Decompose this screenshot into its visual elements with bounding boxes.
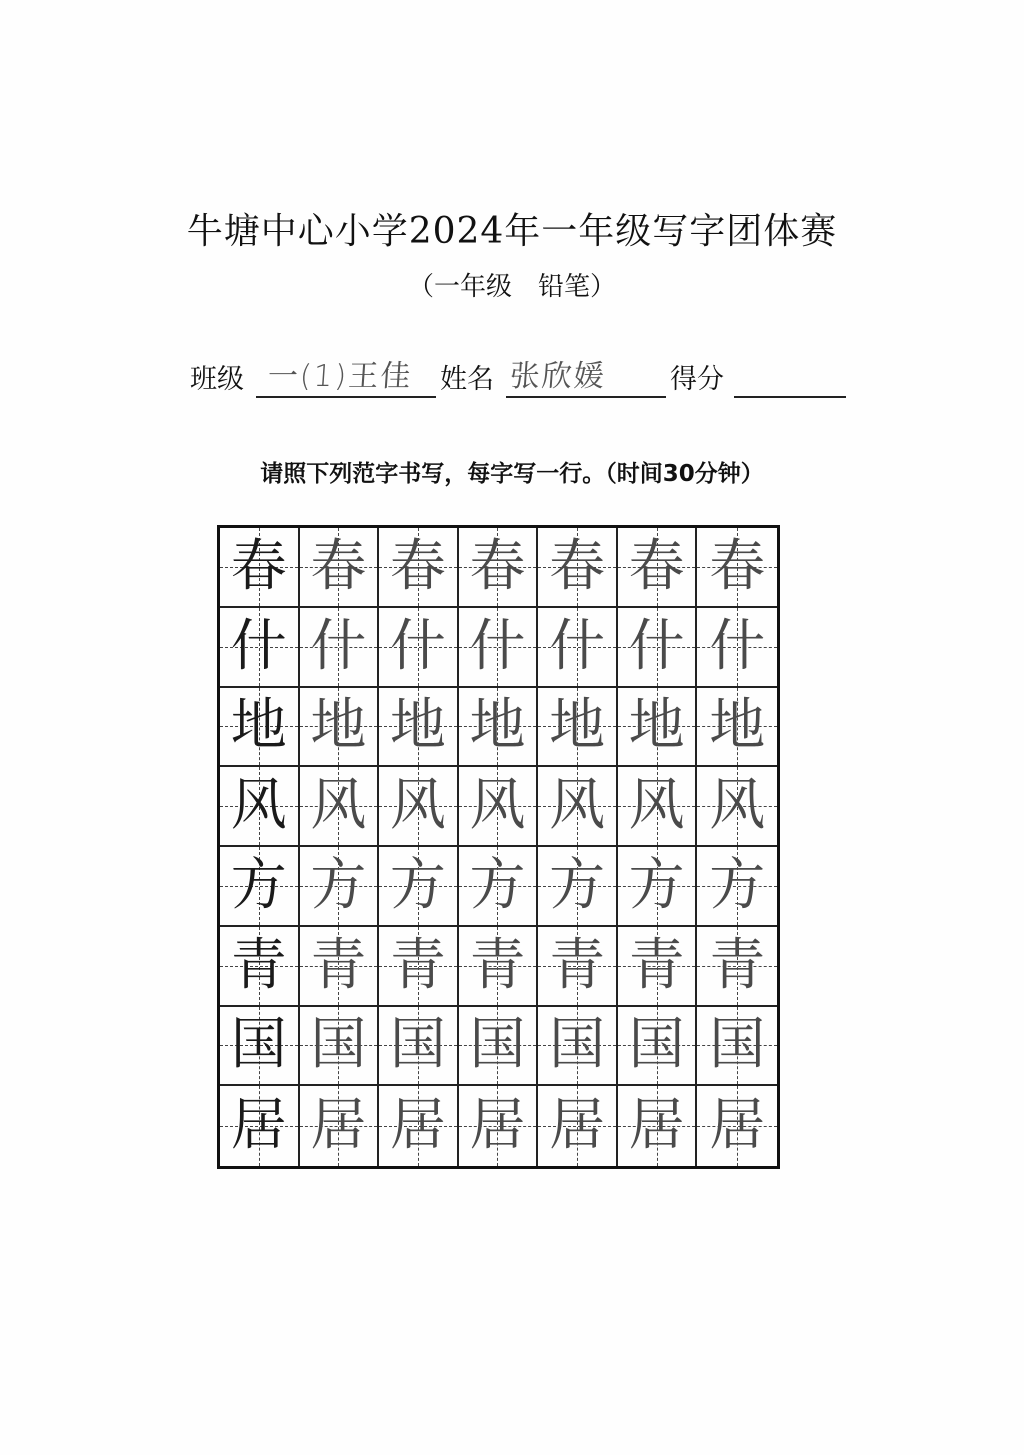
practice-cell[interactable] (459, 608, 539, 688)
handwritten-character: 国 (549, 1012, 606, 1078)
practice-cell[interactable] (697, 927, 777, 1007)
page-title: 牛塘中心小学2024年一年级写字团体赛 (186, 211, 838, 252)
practice-cell[interactable] (300, 767, 380, 847)
practice-cell[interactable] (459, 1007, 539, 1087)
handwritten-character: 国 (709, 1012, 766, 1078)
score-underline (734, 396, 846, 398)
class-label: 班级 (190, 364, 244, 395)
handwritten-character: 春 (469, 533, 526, 599)
handwritten-character: 青 (469, 932, 526, 998)
model-character-cell (220, 688, 300, 768)
handwritten-character: 风 (310, 773, 367, 839)
handwritten-character: 青 (709, 932, 766, 998)
practice-cell[interactable] (697, 528, 777, 608)
handwritten-character: 国 (469, 1012, 526, 1078)
class-field[interactable]: 一(1)王佳 (266, 359, 414, 394)
handwritten-character: 春 (628, 533, 685, 599)
model-character: 风 (230, 773, 287, 839)
handwritten-character: 国 (389, 1012, 446, 1078)
model-character: 居 (230, 1093, 287, 1159)
practice-cell[interactable] (379, 688, 459, 768)
practice-cell[interactable] (300, 1007, 380, 1087)
practice-cell[interactable] (459, 528, 539, 608)
model-character-cell (220, 608, 300, 688)
handwritten-character: 什 (469, 613, 526, 679)
handwritten-character: 风 (389, 773, 446, 839)
handwritten-character: 方 (628, 852, 685, 918)
page-subtitle: （一年级 铅笔） (407, 272, 616, 302)
practice-cell[interactable] (300, 927, 380, 1007)
handwritten-character: 什 (310, 613, 367, 679)
model-character-cell (220, 1007, 300, 1087)
handwritten-character: 什 (709, 613, 766, 679)
handwritten-character: 青 (628, 932, 685, 998)
model-character-cell (220, 927, 300, 1007)
practice-cell[interactable] (379, 1007, 459, 1087)
practice-cell[interactable] (697, 688, 777, 768)
handwritten-character: 方 (389, 852, 446, 918)
handwritten-character: 青 (549, 932, 606, 998)
handwritten-character: 什 (549, 613, 606, 679)
model-character: 国 (230, 1012, 287, 1078)
practice-cell[interactable] (459, 688, 539, 768)
practice-cell[interactable] (538, 1086, 618, 1166)
practice-cell[interactable] (300, 608, 380, 688)
practice-cell[interactable] (538, 688, 618, 768)
model-character: 青 (230, 932, 287, 998)
practice-cell[interactable] (459, 1086, 539, 1166)
practice-cell[interactable] (697, 608, 777, 688)
name-label: 姓名 (440, 364, 494, 395)
handwritten-character: 地 (549, 693, 606, 759)
practice-cell[interactable] (379, 767, 459, 847)
handwritten-character: 青 (389, 932, 446, 998)
practice-cell[interactable] (697, 767, 777, 847)
practice-cell[interactable] (300, 847, 380, 927)
model-character: 春 (230, 533, 287, 599)
practice-cell[interactable] (459, 927, 539, 1007)
practice-cell[interactable] (697, 1007, 777, 1087)
instruction-text: 请照下列范字书写，每字写一行。（时间30分钟） (260, 461, 764, 487)
handwritten-character: 方 (709, 852, 766, 918)
handwritten-character: 什 (389, 613, 446, 679)
practice-cell[interactable] (538, 927, 618, 1007)
model-character: 地 (230, 693, 287, 759)
handwritten-character: 风 (469, 773, 526, 839)
practice-cell[interactable] (538, 847, 618, 927)
handwritten-character: 方 (469, 852, 526, 918)
handwritten-character: 什 (628, 613, 685, 679)
practice-cell[interactable] (697, 1086, 777, 1166)
handwritten-character: 青 (310, 932, 367, 998)
handwritten-character: 风 (709, 773, 766, 839)
handwritten-character: 方 (549, 852, 606, 918)
handwritten-character: 国 (310, 1012, 367, 1078)
model-character-cell (220, 847, 300, 927)
name-underline (506, 396, 666, 398)
practice-cell[interactable] (379, 608, 459, 688)
handwritten-character: 国 (628, 1012, 685, 1078)
practice-cell[interactable] (538, 767, 618, 847)
handwritten-character: 地 (469, 693, 526, 759)
handwritten-character: 方 (310, 852, 367, 918)
score-label: 得分 (670, 364, 724, 395)
handwritten-character: 居 (709, 1093, 766, 1159)
handwritten-character: 地 (389, 693, 446, 759)
practice-cell[interactable] (618, 1086, 698, 1166)
handwritten-character: 居 (310, 1093, 367, 1159)
handwritten-character: 地 (628, 693, 685, 759)
practice-cell[interactable] (618, 528, 698, 608)
handwritten-character: 春 (709, 533, 766, 599)
practice-cell[interactable] (697, 847, 777, 927)
handwritten-character: 春 (310, 533, 367, 599)
practice-cell[interactable] (618, 927, 698, 1007)
practice-cell[interactable] (379, 927, 459, 1007)
handwritten-character: 居 (549, 1093, 606, 1159)
name-field[interactable]: 张欣媛 (508, 359, 607, 394)
handwritten-character: 春 (549, 533, 606, 599)
handwritten-character: 风 (549, 773, 606, 839)
practice-cell[interactable] (618, 847, 698, 927)
practice-cell[interactable] (300, 688, 380, 768)
handwritten-character: 居 (628, 1093, 685, 1159)
practice-cell[interactable] (618, 1007, 698, 1087)
practice-cell[interactable] (538, 608, 618, 688)
practice-grid (217, 525, 780, 1169)
practice-cell[interactable] (379, 1086, 459, 1166)
practice-cell[interactable] (459, 767, 539, 847)
practice-cell[interactable] (618, 688, 698, 768)
model-character-cell (220, 528, 300, 608)
handwritten-character: 风 (628, 773, 685, 839)
model-character-cell (220, 767, 300, 847)
practice-cell[interactable] (538, 1007, 618, 1087)
practice-cell[interactable] (300, 1086, 380, 1166)
handwritten-character: 居 (389, 1093, 446, 1159)
practice-cell[interactable] (538, 528, 618, 608)
handwritten-character: 地 (709, 693, 766, 759)
handwritten-character: 春 (389, 533, 446, 599)
model-character: 方 (230, 852, 287, 918)
handwritten-character: 地 (310, 693, 367, 759)
practice-cell[interactable] (379, 847, 459, 927)
practice-cell[interactable] (618, 767, 698, 847)
handwritten-character: 居 (469, 1093, 526, 1159)
practice-cell[interactable] (379, 528, 459, 608)
practice-cell[interactable] (300, 528, 380, 608)
practice-cell[interactable] (618, 608, 698, 688)
model-character-cell (220, 1086, 300, 1166)
practice-cell[interactable] (459, 847, 539, 927)
model-character: 什 (230, 613, 287, 679)
class-underline (256, 396, 436, 398)
student-info-row (190, 352, 850, 402)
